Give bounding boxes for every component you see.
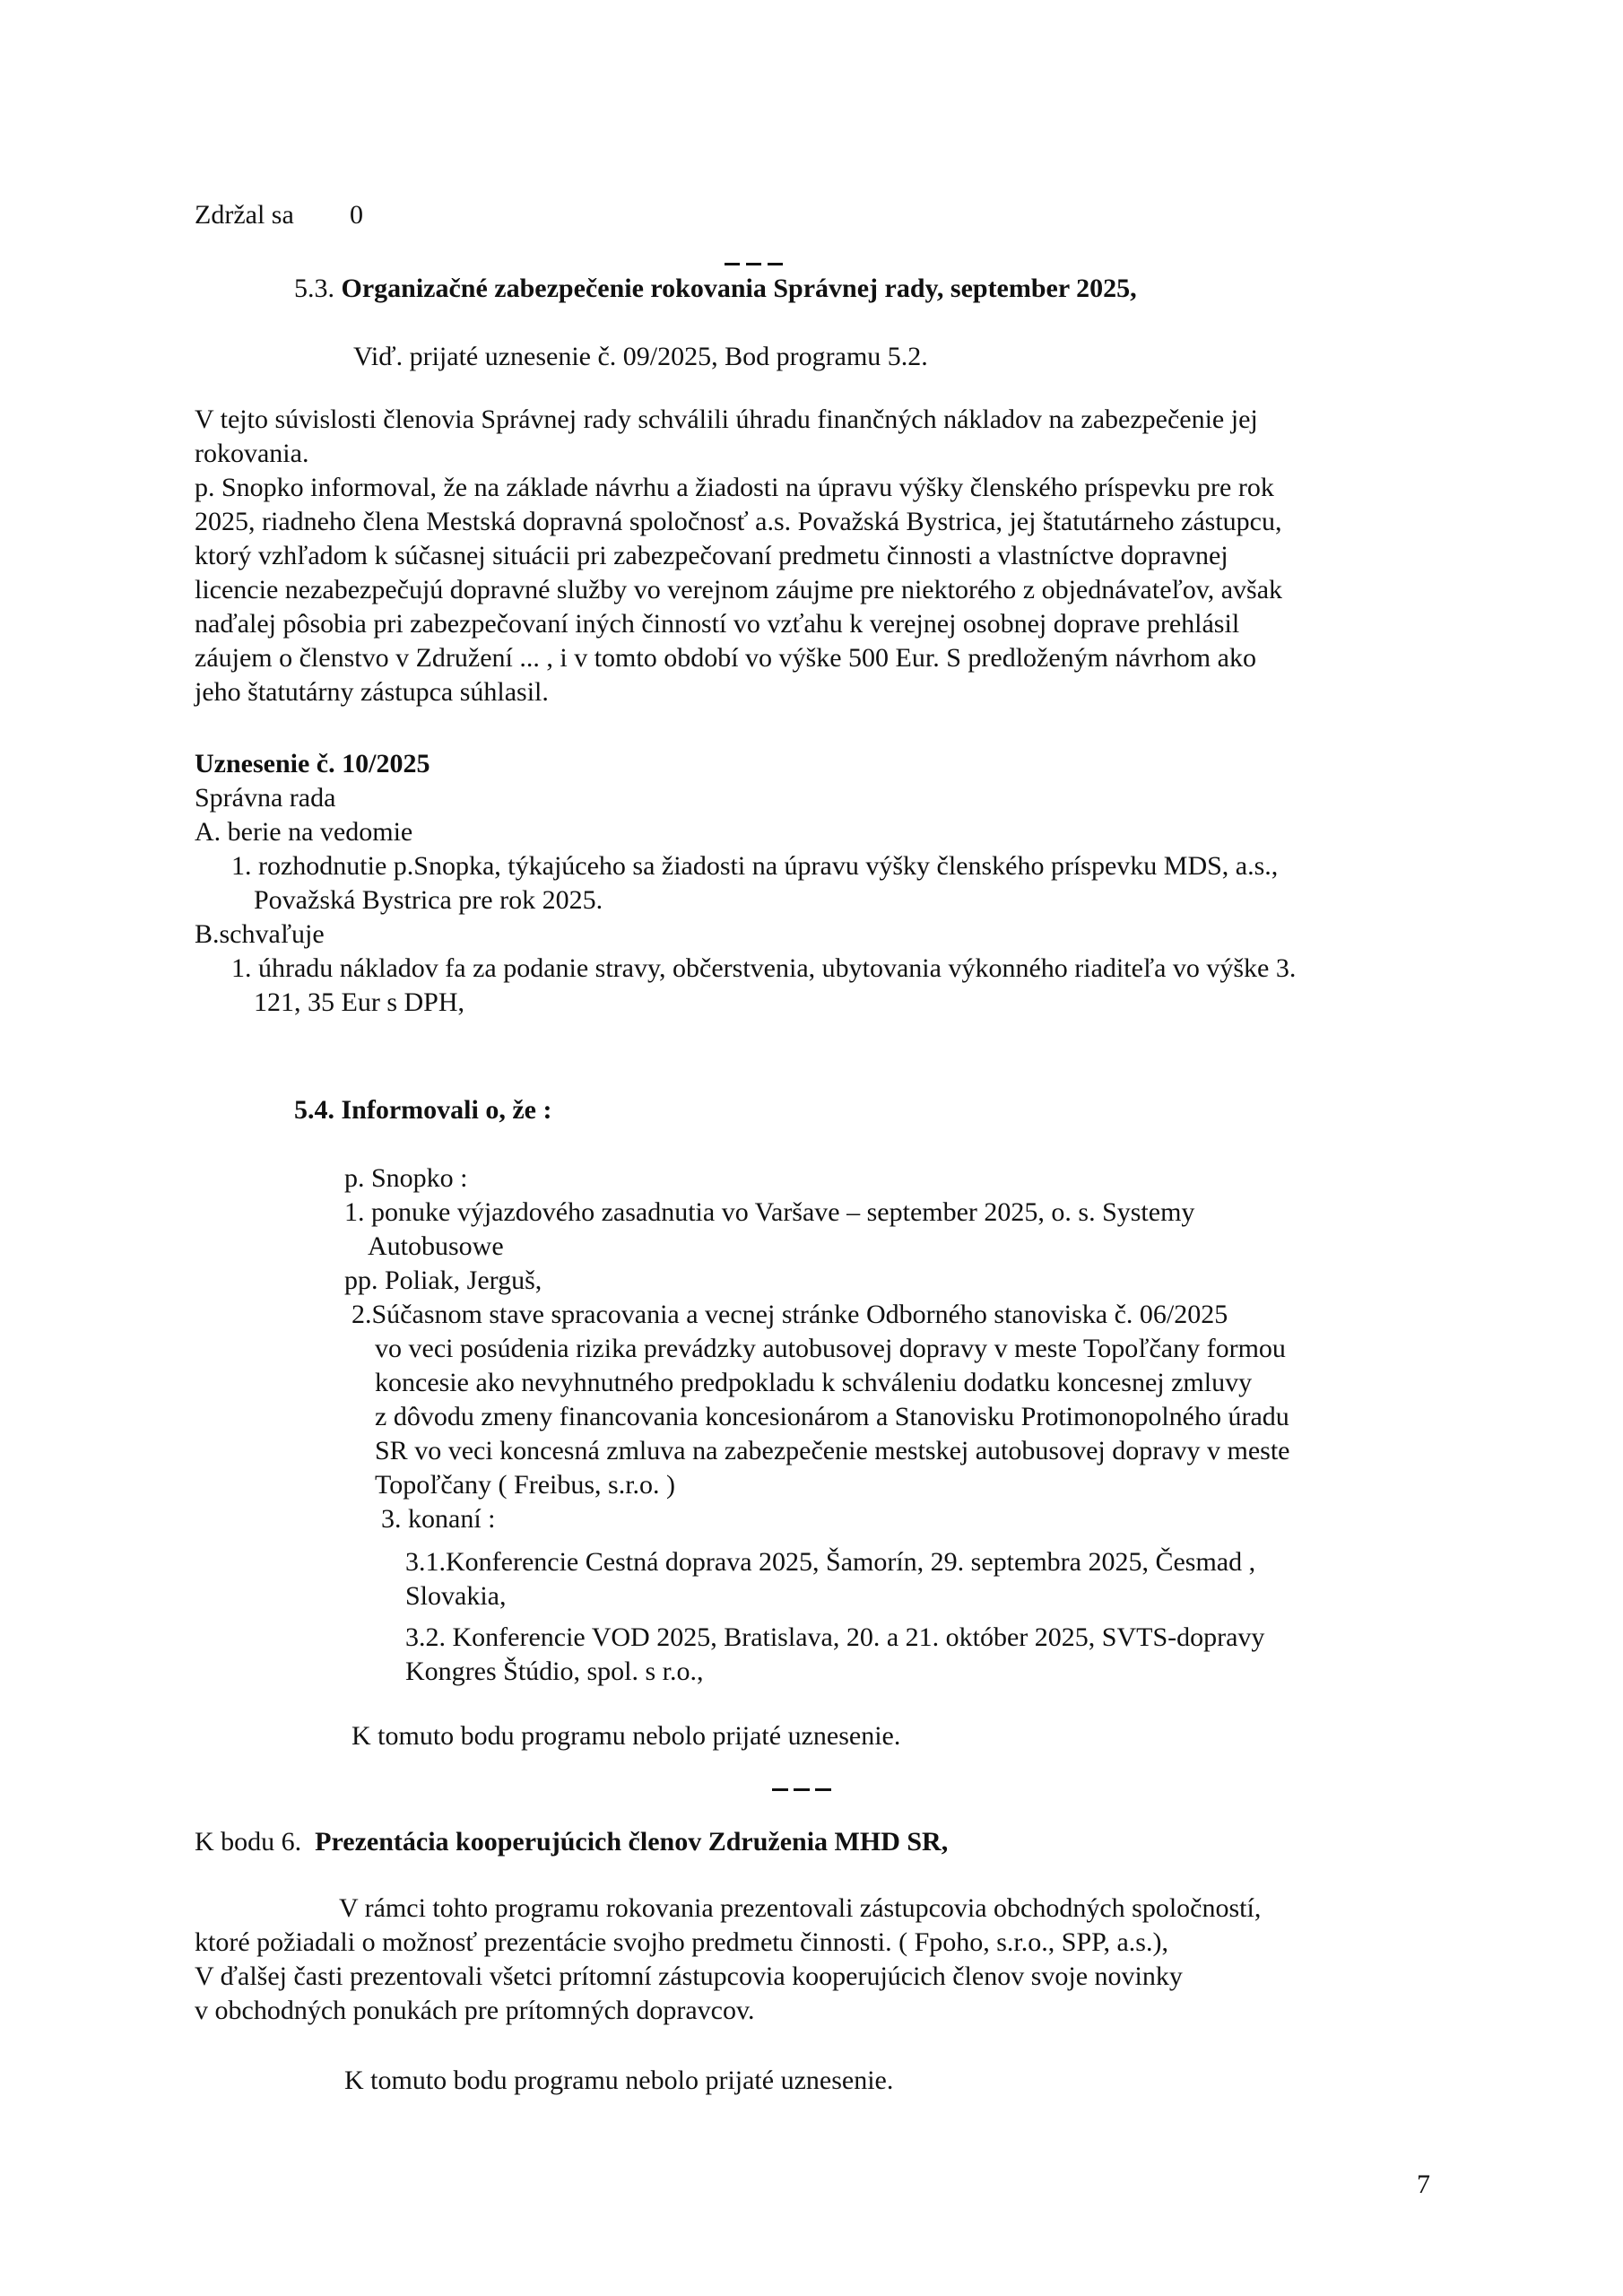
info-item-2-line: SR vo veci koncesná zmluva na zabezpečenie mestskej autobusovej dopravy v meste <box>375 1436 1290 1465</box>
speaker-snopko: p. Snopko : <box>344 1163 468 1193</box>
paragraph-line: v obchodných ponukách pre prítomných dopravcov. <box>195 1996 755 2025</box>
resolution-body: Správna rada <box>195 783 336 813</box>
info-item-2-line: z dôvodu zmeny financovania koncesionárom a Stanovisku Protimonopolného úradu <box>375 1402 1289 1431</box>
paragraph-line: 2025, riadneho člena Mestská dopravná spoločnosť a.s. Považská Bystrica, jej štatutárneho zástupcu, <box>195 507 1282 536</box>
paragraph-line: naďalej pôsobia pri zabezpečovaní iných činností vo vzťahu k verejnej osobnej doprave prehlásil <box>195 609 1240 639</box>
info-item-1-cont: Autobusowe <box>368 1231 504 1261</box>
paragraph-line: V tejto súvislosti členovia Správnej rady schválili úhradu finančných nákladov na zabezpečenie jej <box>195 404 1258 434</box>
info-item-3: 3. konaní : <box>381 1504 496 1534</box>
resolution-b-label: B.schvaľuje <box>195 919 325 949</box>
resolution-a1: 1. rozhodnutie p.Snopka, týkajúceho sa žiadosti na úpravu výšky členského príspevku MDS, a.s., <box>231 851 1279 881</box>
paragraph-line: p. Snopko informoval, že na základe návrhu a žiadosti na úpravu výšky členského príspevku pre rok <box>195 473 1274 502</box>
paragraph-line: jeho štatutárny zástupca súhlasil. <box>195 677 549 707</box>
item-6-prefix: K bodu 6. <box>195 1827 302 1857</box>
paragraph-line: rokovania. <box>195 439 309 468</box>
info-item-1: 1. ponuke výjazdového zasadnutia vo Varšave – september 2025, o. s. Systemy <box>344 1197 1195 1227</box>
paragraph-line: V ďalšej časti prezentovali všetci prítomní zástupcovia kooperujúcich členov svoje novinky <box>195 1961 1183 1991</box>
speaker-poliak-jergus: pp. Poliak, Jerguš, <box>344 1265 542 1295</box>
resolution-a-label: A. berie na vedomie <box>195 817 413 847</box>
info-item-3-2-cont: Kongres Štúdio, spol. s r.o., <box>405 1657 704 1686</box>
section-5-3-heading <box>294 273 1137 305</box>
paragraph-line: V rámci tohto programu rokovania prezentovali zástupcovia obchodných spoločností, <box>339 1893 1262 1923</box>
info-item-3-1: 3.1.Konferencie Cestná doprava 2025, Šamorín, 29. septembra 2025, Česmad , <box>405 1547 1256 1577</box>
info-item-2-line: Topoľčany ( Freibus, s.r.o. ) <box>375 1470 676 1500</box>
no-resolution-note: K tomuto bodu programu nebolo prijaté uznesenie. <box>352 1721 901 1751</box>
section-5-4-title: 5.4. Informovali o, že : <box>294 1095 552 1125</box>
paragraph-line: ktoré požiadali o možnosť prezentácie svojho predmetu činnosti. ( Fpoho, s.r.o., SPP, a.s.), <box>195 1927 1168 1957</box>
resolution-b1-cont: 121, 35 Eur s DPH, <box>254 987 465 1017</box>
item-6-heading <box>195 1826 948 1858</box>
section-5-3-title: Organizačné zabezpečenie rokovania Správnej rady, september 2025, <box>341 274 1137 303</box>
page-number: 7 <box>1417 2170 1430 2199</box>
no-resolution-note: K tomuto bodu programu nebolo prijaté uznesenie. <box>344 2066 894 2095</box>
resolution-b1: 1. úhradu nákladov fa za podanie stravy, občerstvenia, ubytovania výkonného riaditeľa vo výške 3. <box>231 953 1297 983</box>
paragraph-line: záujem o členstvo v Združení ... , i v tomto období vo výške 500 Eur. S predloženým návrhom ako <box>195 643 1256 673</box>
abstain-value: 0 <box>350 200 363 230</box>
paragraph-line: licencie nezabezpečujú dopravné služby vo verejnom záujme pre niektorého z objednávateľov, avšak <box>195 575 1283 604</box>
info-item-3-2: 3.2. Konferencie VOD 2025, Bratislava, 20. a 21. október 2025, SVTS-dopravy <box>405 1622 1265 1652</box>
section-5-3-reference: Viď. prijaté uznesenie č. 09/2025, Bod programu 5.2. <box>353 342 928 371</box>
resolution-title: Uznesenie č. 10/2025 <box>195 749 430 778</box>
item-6-title: Prezentácia kooperujúcich členov Združenia MHD SR, <box>315 1827 949 1857</box>
info-item-2-line: koncesie ako nevyhnutného predpokladu k schváleniu dodatku koncesnej zmluvy <box>375 1368 1253 1397</box>
section-5-3-number: 5.3. <box>294 274 334 303</box>
abstain-label: Zdržal sa <box>195 200 294 230</box>
info-item-3-1-cont: Slovakia, <box>405 1581 507 1611</box>
resolution-a1-cont: Považská Bystrica pre rok 2025. <box>254 885 603 915</box>
info-item-2-line: vo veci posúdenia rizika prevádzky autobusovej dopravy v meste Topoľčany formou <box>375 1334 1286 1363</box>
paragraph-line: ktorý vzhľadom k súčasnej situácii pri zabezpečovaní predmetu činnosti a vlastníctve dopravnej <box>195 541 1228 570</box>
info-item-2-line: 2.Súčasnom stave spracovania a vecnej stránke Odborného stanoviska č. 06/2025 <box>352 1300 1228 1329</box>
